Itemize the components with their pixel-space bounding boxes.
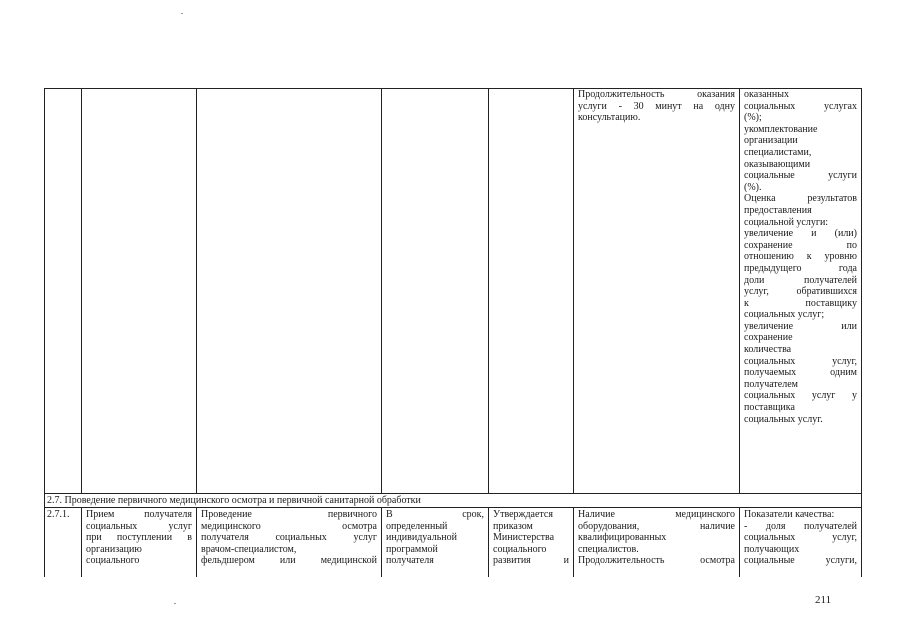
content-line: получателя социальных услуг <box>201 532 377 544</box>
content-line: фельдшером или медицинской <box>201 555 377 567</box>
indicator-line: к поставщику <box>744 297 857 309</box>
indicator-line: социальных услуг; <box>744 309 825 321</box>
quality-line: Показатели качества: <box>744 509 835 520</box>
indicator-line: доли получателей <box>744 274 857 286</box>
norm-cell <box>489 509 573 567</box>
quality-line: получающих <box>744 543 800 555</box>
content-cell <box>197 509 381 567</box>
indicator-line: (%). <box>744 181 762 193</box>
row-divider-1 <box>44 493 862 494</box>
quality-line: социальных услуг, <box>744 532 857 544</box>
norm-line: Министерства <box>493 532 555 544</box>
duration-line: консультацию. <box>578 112 641 124</box>
content-line: медицинского осмотра <box>201 520 377 532</box>
conditions-line: Продолжительность осмотра <box>578 555 735 567</box>
page-number: 211 <box>815 594 832 606</box>
indicator-line: социальной услуги: <box>744 216 829 228</box>
duration-line: услуги - 30 минут на одну <box>578 100 735 112</box>
scan-speck <box>174 603 176 604</box>
service-line: социального <box>86 555 140 567</box>
indicator-line: получателем <box>744 378 798 390</box>
term-line: определенный <box>386 520 448 532</box>
service-line: социальных услуг <box>86 520 192 532</box>
indicators-cell <box>740 89 861 425</box>
norm-line: Утверждается <box>493 509 553 520</box>
indicator-line: социальных услуг у <box>744 390 857 402</box>
col-divider <box>81 88 82 493</box>
term-cell <box>382 509 488 567</box>
norm-line: социального <box>493 543 547 555</box>
content-line: Проведение первичного <box>201 509 377 520</box>
duration-cell <box>574 89 739 124</box>
section-title: 2.7. Проведение первичного медицинского осмотра и первичной санитарной обработки <box>47 495 421 506</box>
indicator-line: укомплектование <box>744 123 818 135</box>
indicator-line: оказывающими <box>744 158 811 170</box>
indicator-line: сохранение по <box>744 239 857 251</box>
conditions-line: оборудования, наличие <box>578 520 735 532</box>
conditions-line: специалистов. <box>578 543 639 555</box>
indicator-line: предоставления <box>744 204 812 216</box>
indicator-line: увеличение и (или) <box>744 228 857 240</box>
quality-line: социальные услуги, <box>744 555 857 567</box>
col-divider <box>488 88 489 493</box>
indicator-line: поставщика <box>744 402 795 414</box>
indicator-line: количества <box>744 344 792 356</box>
indicator-line: предыдущего года <box>744 262 857 274</box>
conditions-line: квалифицированных <box>578 532 667 544</box>
indicator-line: Оценка результатов <box>744 193 857 205</box>
col-divider <box>381 88 382 493</box>
norm-line: приказом <box>493 520 533 532</box>
item-number: 2.7.1. <box>47 509 70 520</box>
duration-line: Продолжительность оказания <box>578 89 735 100</box>
quality-line: - доля получателей <box>744 520 857 532</box>
service-line: организацию <box>86 543 142 555</box>
term-line: программой <box>386 543 438 555</box>
term-line: В срок, <box>386 509 484 520</box>
indicator-line: (%); <box>744 112 762 124</box>
scan-speck <box>181 13 183 14</box>
conditions-cell <box>574 509 739 567</box>
indicator-line: услуг, обратившихся <box>744 286 857 298</box>
col-divider <box>196 88 197 493</box>
col-divider <box>573 88 574 493</box>
service-line: Прием получателя <box>86 509 192 520</box>
content-line: врачом-специалистом, <box>201 543 297 555</box>
indicator-line: социальных услуг, <box>744 355 857 367</box>
service-cell <box>82 509 196 567</box>
term-line: индивидуальной <box>386 532 457 544</box>
table-left-border <box>44 88 45 577</box>
indicator-line: увеличение или <box>744 320 857 332</box>
indicator-line: социальных услуг. <box>744 413 823 425</box>
quality-indicators-cell <box>740 509 861 567</box>
indicator-line: организации <box>744 135 798 147</box>
indicator-line: получаемых одним <box>744 367 857 379</box>
indicator-line: социальные услуги <box>744 170 857 182</box>
indicator-line: социальных услугах <box>744 100 857 112</box>
indicator-line: специалистами, <box>744 146 812 158</box>
conditions-line: Наличие медицинского <box>578 509 735 520</box>
table-right-border <box>861 88 862 577</box>
item-number-cell <box>44 509 81 521</box>
service-line: при поступлении в <box>86 532 192 544</box>
indicator-line: сохранение <box>744 332 793 344</box>
term-line: получателя <box>386 555 434 567</box>
indicator-line: оказанных <box>744 89 789 100</box>
norm-line: развития и <box>493 555 569 567</box>
indicator-line: отношению к уровню <box>744 251 857 263</box>
